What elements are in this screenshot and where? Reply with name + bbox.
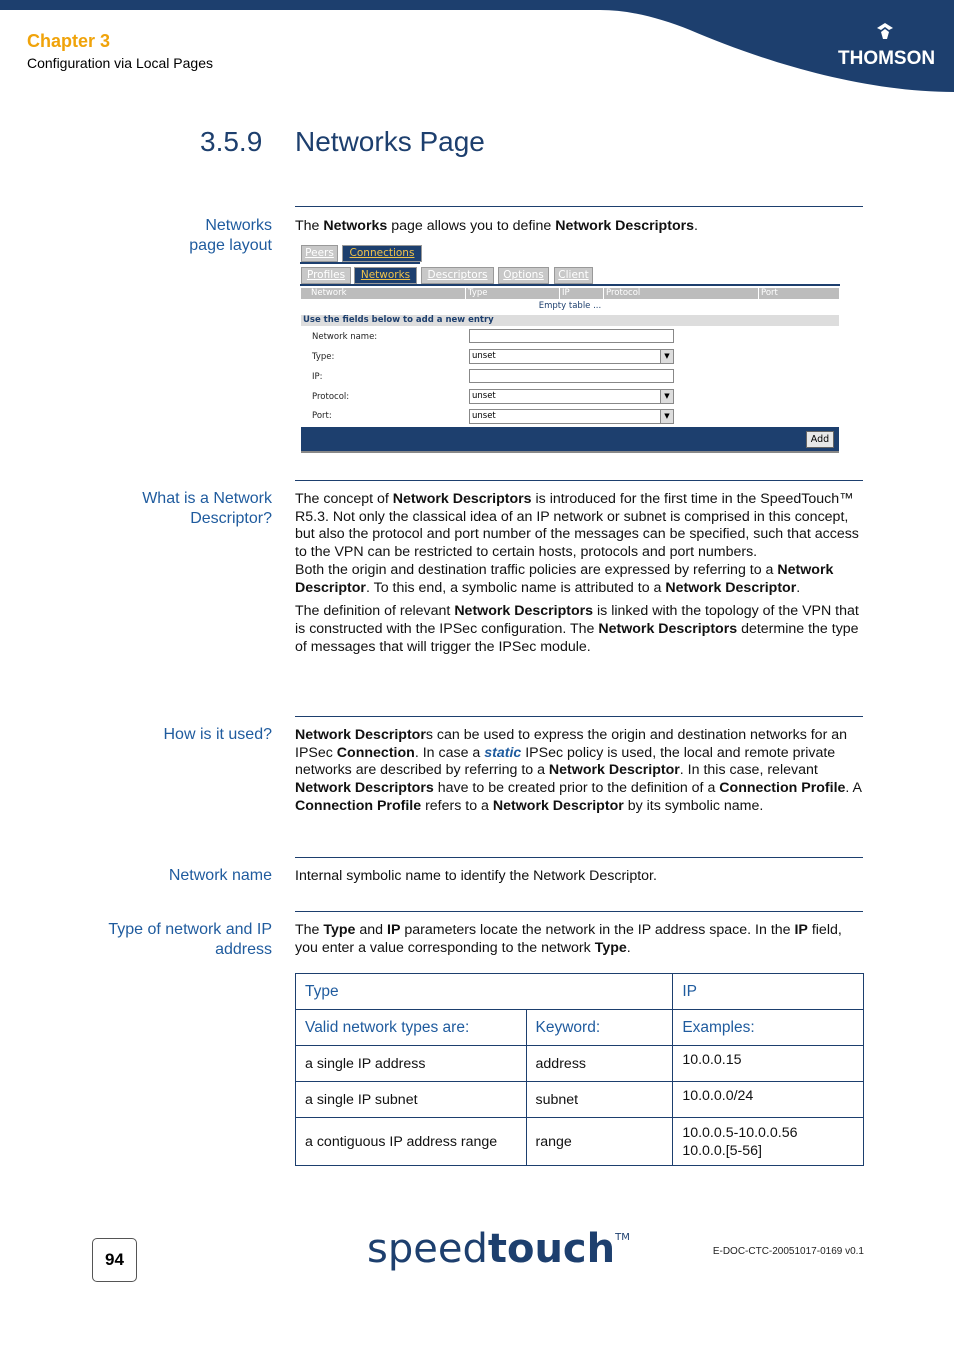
page-number: 94 — [92, 1238, 137, 1282]
brand-name: THOMSON — [838, 48, 936, 69]
cell-type: a contiguous IP address range — [296, 1118, 527, 1166]
thomson-logo-icon — [875, 22, 895, 42]
chapter-label: Chapter 3 — [27, 31, 111, 51]
tab-connections[interactable]: Connections — [342, 245, 422, 262]
header-ip: IP — [673, 974, 864, 1010]
header-type: Type — [296, 974, 673, 1010]
tab-peers[interactable]: Peers — [301, 245, 338, 262]
type-label: Type: — [312, 352, 335, 362]
ip-input[interactable] — [469, 369, 674, 383]
col-ip: IP — [559, 288, 570, 299]
port-label: Port: — [312, 411, 332, 421]
section-divider — [295, 911, 863, 912]
header-valid-types: Valid network types are: — [296, 1010, 527, 1046]
sidebar-heading-layout: Networks page layout — [189, 217, 272, 254]
table-header — [301, 288, 839, 299]
tab-descriptors[interactable]: Descriptors — [421, 267, 494, 284]
type-select[interactable]: unset ▼ — [469, 349, 674, 364]
section-divider — [295, 480, 863, 481]
cell-keyword: subnet — [526, 1082, 673, 1118]
table-row — [296, 1118, 864, 1166]
document-reference: E-DOC-CTC-20051017-0169 v0.1 — [712, 1246, 864, 1257]
chevron-down-icon: ▼ — [660, 350, 673, 363]
cell-example: 10.0.0.15 — [673, 1046, 864, 1082]
table-row — [296, 974, 864, 1010]
table-row — [296, 1010, 864, 1046]
layout-intro: The Networks page allows you to define Network Descriptors. — [295, 218, 698, 234]
sidebar-heading-name: Network name — [168, 867, 272, 884]
empty-table-text: Empty table ... — [538, 301, 602, 311]
add-bar — [301, 427, 839, 453]
col-port: Port — [758, 288, 778, 299]
header-band — [0, 0, 954, 92]
networks-page-screenshot — [300, 243, 842, 455]
ip-label: IP: — [312, 372, 323, 382]
section-number: 3.5.9 — [200, 126, 263, 157]
chevron-down-icon: ▼ — [660, 410, 673, 423]
table-row — [296, 1046, 864, 1082]
protocol-label: Protocol: — [312, 392, 350, 402]
network-name-label: Network name: — [312, 332, 378, 342]
cell-type: a single IP subnet — [296, 1082, 527, 1118]
type-body: The Type and IP parameters locate the network in the IP address space. In the IP field, you enter a value corresponding to the network Type. — [295, 922, 842, 956]
section-divider — [295, 857, 863, 858]
add-button[interactable]: Add — [806, 431, 834, 448]
form-title: Use the fields below to add a new entry — [301, 315, 839, 326]
header-keyword: Keyword: — [526, 1010, 673, 1046]
tab-networks[interactable]: Networks — [354, 267, 417, 284]
col-protocol: Protocol — [603, 288, 640, 299]
how-body: Network Descriptors can be used to express the origin and destination networks for an IPSec Connection. In case a static IPSec policy is used, the local and remote private networks are described by referring to a Network Descriptor. In this case, relevant Network Descriptors have to be created prior to the definition of a Connection Profile. A Connection Profile refers to a Network Descriptor by its symbolic name. — [295, 727, 862, 814]
section-divider — [295, 206, 863, 207]
sidebar-heading-what: What is a Network Descriptor? — [142, 490, 272, 527]
network-types-table — [295, 973, 864, 1166]
table-row — [296, 1082, 864, 1118]
chapter-subtitle: Configuration via Local Pages — [27, 55, 214, 71]
what-paragraph-1: The concept of Network Descriptors is introduced for the first time in the SpeedTouch™ R5.3. Not only the classical idea of an IP network or subnet is comprised in this concept, but also the protocol and port number of the messages can be specified, such that access to the VPN can be restricted to certain hosts, protocols and port numbers. Both the origin and destination traffic policies are expressed by referring to a Network Descriptor. To this end, a symbolic name is attributed to a Network Descriptor. — [295, 491, 859, 596]
tab-profiles[interactable]: Profiles — [301, 267, 351, 284]
page-title — [200, 126, 485, 158]
port-select[interactable]: unset ▼ — [469, 409, 674, 424]
sidebar-heading-type: Type of network and IP address — [108, 921, 272, 958]
section-divider — [295, 716, 863, 717]
section-title: Networks Page — [295, 126, 485, 157]
what-paragraph-2: The definition of relevant Network Descriptors is linked with the topology of the VPN that is constructed with the IPSec configuration. The Network Descriptors determine the type of messages that will trigger the IPSec module. — [295, 603, 859, 655]
speedtouch-logo: speedtouch™ — [367, 1226, 630, 1272]
tab-options[interactable]: Options — [498, 267, 549, 284]
tab-client[interactable]: Client — [554, 267, 593, 284]
sidebar-heading-how: How is it used? — [163, 726, 272, 743]
cell-example: 10.0.0.5-10.0.0.56 10.0.0.[5-56] — [673, 1118, 864, 1166]
cell-keyword: range — [526, 1118, 673, 1166]
cell-keyword: address — [526, 1046, 673, 1082]
header-examples: Examples: — [673, 1010, 864, 1046]
network-name-input[interactable] — [469, 329, 674, 343]
subtabbar-line — [300, 284, 840, 286]
cell-type: a single IP address — [296, 1046, 527, 1082]
cell-example: 10.0.0.0/24 — [673, 1082, 864, 1118]
tabbar-line — [300, 262, 420, 264]
chevron-down-icon: ▼ — [660, 390, 673, 403]
col-type: Type — [465, 288, 488, 299]
name-body: Internal symbolic name to identify the Network Descriptor. — [295, 868, 657, 884]
protocol-select[interactable]: unset ▼ — [469, 389, 674, 404]
what-body — [295, 491, 863, 656]
col-network: Network — [311, 288, 347, 298]
